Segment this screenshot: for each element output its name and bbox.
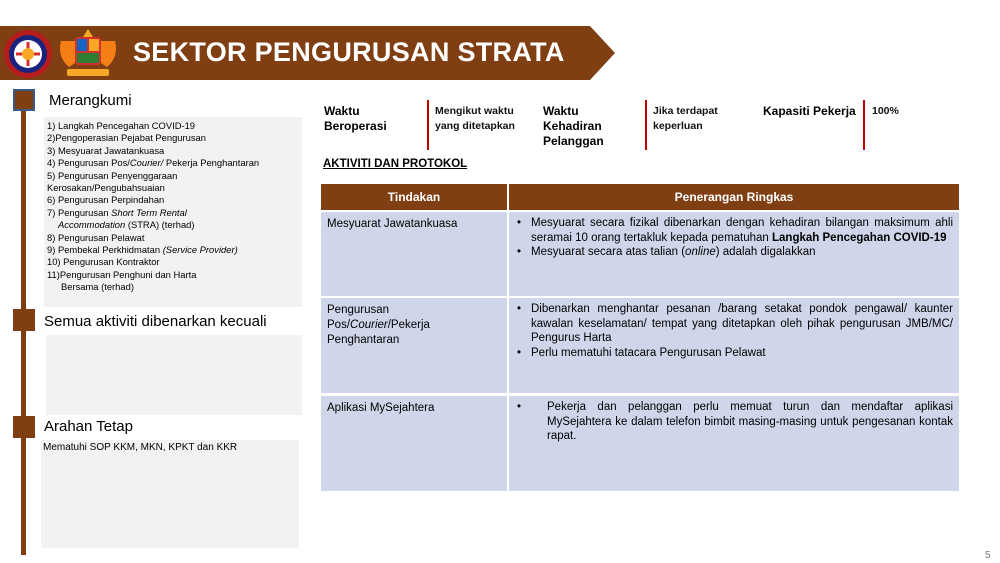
section-title-arahan: Arahan Tetap — [44, 418, 133, 435]
list-item: 5) Pengurusan Penyenggaraan — [47, 169, 178, 181]
merangkumi-list — [47, 120, 259, 294]
table-header — [321, 184, 959, 210]
table-row — [321, 212, 959, 296]
timeline-marker-kecuali — [13, 309, 35, 331]
cell-tindakan: Aplikasi MySejahtera — [321, 396, 507, 491]
column-header-penerangan: Penerangan Ringkas — [509, 184, 959, 210]
divider-bar — [645, 100, 647, 150]
coat-of-arms-logo — [55, 27, 121, 79]
bullet-item: • Dibenarkan menghantar pesanan /barang setakat pondok pengawal/ kaunter kawalan keselamatan/ tempat yang ditetapkan oleh pihak pengurusan JMB/MC/ Pengurus Harta — [517, 303, 953, 344]
cell-tindakan: Pengurusan Pos/Courier/Pekerja Penghantaran — [321, 298, 507, 393]
timeline-marker-merangkumi — [13, 89, 35, 111]
column-header-tindakan: Tindakan — [321, 184, 507, 210]
list-item: Kerosakan/Pengubahsuaian — [47, 182, 165, 194]
cell-penerangan — [509, 396, 959, 491]
arahan-box — [41, 440, 299, 548]
protocol-table — [321, 184, 959, 491]
section-title-kecuali: Semua aktiviti dibenarkan kecuali — [44, 313, 267, 330]
aktiviti-heading: AKTIVITI DAN PROTOKOL — [323, 158, 468, 170]
page-number: 5 — [985, 550, 991, 561]
list-item: 4) Pengurusan Pos/Courier/ Pekerja Penghantaran — [47, 157, 260, 169]
bullet-item: • Mesyuarat secara atas talian (online) adalah digalakkan — [517, 246, 816, 258]
page-title: SEKTOR PENGURUSAN STRATA — [133, 37, 565, 67]
waktu-kehadiran-value: Jika terdapat keperluan — [653, 105, 718, 132]
bullet-item: • Mesyuarat secara fizikal dibenarkan dengan kehadiran bilangan maksimum ahli seramai 10 orang tertakluk kepada pematuhan Langkah Pencegahan COVID-19 — [517, 217, 953, 244]
arahan-text: Mematuhi SOP KKM, MKN, KPKT dan KKR — [43, 442, 238, 453]
timeline-marker-arahan — [13, 416, 35, 438]
bullet-item: • Pekerja dan pelanggan perlu memuat turun dan mendaftar aplikasi MySejahtera ke dalam telefon bimbit masing-masing untuk pengesanan kontak rapat. — [517, 401, 953, 442]
kapasiti-value: 100% — [872, 105, 899, 117]
table-row — [321, 298, 959, 393]
list-item: Accommodation (STRA) (terhad) — [58, 219, 195, 231]
timeline-line — [21, 110, 26, 555]
kecuali-box — [46, 335, 302, 415]
divider-bar — [863, 100, 865, 150]
list-item: 10) Pengurusan Kontraktor — [47, 256, 160, 268]
waktu-beroperasi-value: Mengikut waktu yang ditetapkan — [435, 105, 515, 132]
table-row — [321, 396, 959, 491]
list-item: 9) Pembekal Perkhidmatan (Service Provider) — [47, 244, 238, 256]
cell-tindakan: Mesyuarat Jawatankuasa — [321, 212, 507, 296]
list-item: 6) Pengurusan Perpindahan — [47, 194, 165, 206]
list-item: 2)Pengoperasian Pejabat Pengurusan — [47, 132, 206, 144]
section-title-merangkumi: Merangkumi — [49, 92, 132, 109]
agency-seal-logo — [3, 29, 53, 79]
bullet-item: • Perlu mematuhi tatacara Pengurusan Pelawat — [517, 346, 766, 359]
waktu-kehadiran-label: Waktu Kehadiran Pelanggan — [543, 104, 604, 148]
list-item: 8) Pengurusan Pelawat — [47, 231, 145, 243]
list-item: 1) Langkah Pencegahan COVID-19 — [47, 120, 196, 131]
cell-penerangan — [509, 298, 959, 393]
waktu-beroperasi-label: Waktu Beroperasi — [324, 104, 387, 133]
list-item: 3) Mesyuarat Jawatankuasa — [47, 144, 165, 156]
divider-bar — [427, 100, 429, 150]
cell-penerangan — [509, 212, 959, 296]
kapasiti-label: Kapasiti Pekerja — [763, 104, 856, 118]
list-item: 11)Pengurusan Penghuni dan Harta — [47, 268, 197, 280]
list-item: Bersama (terhad) — [61, 281, 134, 293]
list-item: 7) Pengurusan Short Term Rental — [47, 206, 187, 218]
